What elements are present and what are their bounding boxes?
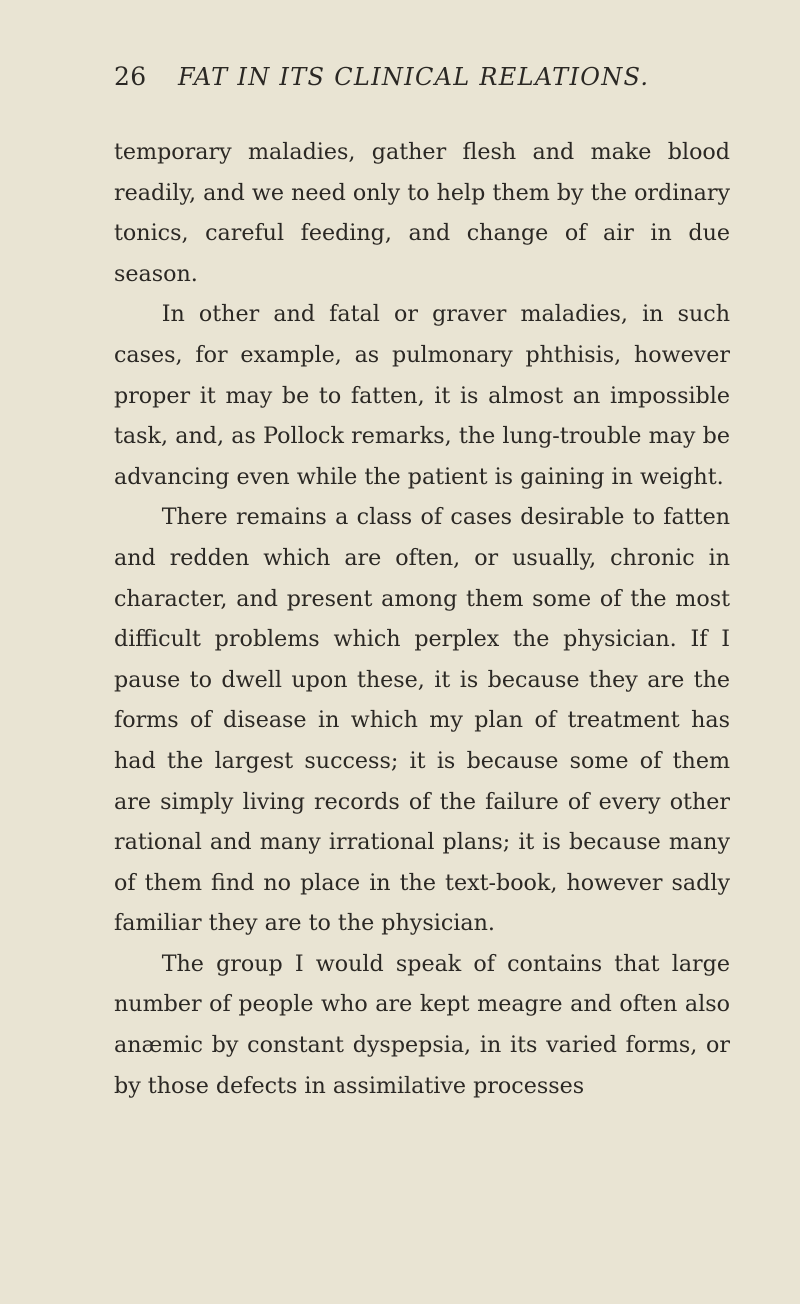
page-number: 26 xyxy=(114,62,147,91)
paragraph-dyspepsia-group: The group I would speak of contains that large number of people who are kept meagre and often also anæmic by constant dyspepsia, in its varied forms, or by those defects in assimilative processes xyxy=(114,950,730,1099)
body-text xyxy=(114,132,730,1106)
running-head xyxy=(114,62,730,96)
paragraph-graver-maladies: In other and fatal or graver maladies, in such cases, for example, as pulmonary phthisis, however proper it may be to fatten, it is almost an impossible task, and, as Pollock remarks, the lung-trouble may be advancing even while the patient is gaining in weight. xyxy=(114,301,730,490)
running-title: FAT IN ITS CLINICAL RELATIONS. xyxy=(178,63,650,91)
paragraph-continuation: temporary maladies, gather flesh and make blood readily, and we need only to help them by the ordinary tonics, careful feeding, and change of air in due season. xyxy=(114,139,730,287)
paragraph-chronic-cases: There remains a class of cases desirable to fatten and redden which are often, or usually, chronic in character, and present among them some of the most difficult problems which perplex the physician. If I pause to dwell upon these, it is because they are the forms of disease in which my plan of treatment has had the largest success; it is because some of them are simply living records of the failure of every other rational and many irrational plans; it is because many of them find no place in the text-book, however sadly familiar they are to the physician. xyxy=(114,504,730,937)
